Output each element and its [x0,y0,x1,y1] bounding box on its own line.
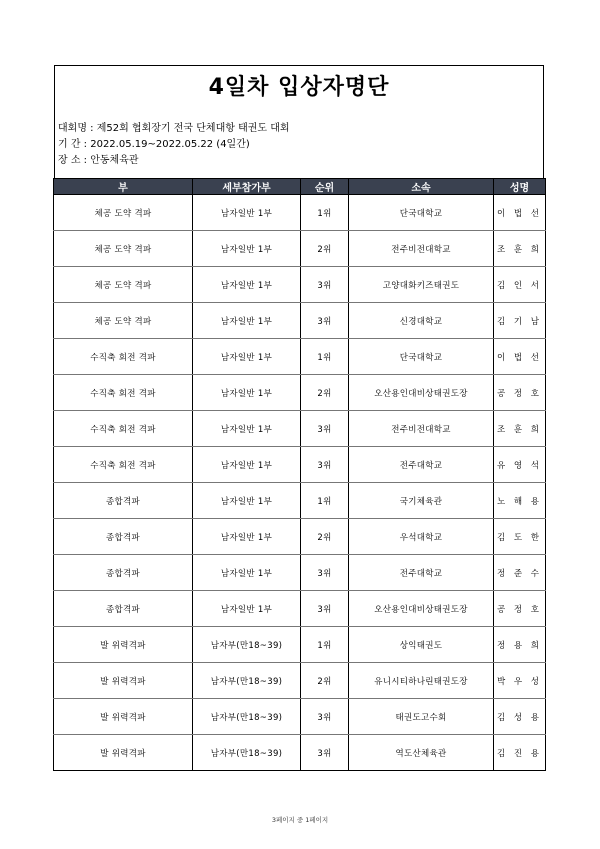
division-cell: 체공 도약 격파 [54,195,193,231]
category-cell: 남자일반 1부 [193,555,301,591]
affiliation-cell: 전주대학교 [349,555,494,591]
rank-cell: 1위 [301,627,349,663]
name-cell: 유 영 석 [494,447,546,483]
category-cell: 남자일반 1부 [193,483,301,519]
name-cell: 노 해 용 [494,483,546,519]
category-cell: 남자일반 1부 [193,447,301,483]
affiliation-cell: 유니시티하나린태권도장 [349,663,494,699]
rank-cell: 3위 [301,411,349,447]
affiliation-cell: 오산용인대비상태권도장 [349,375,494,411]
event-name: 대회명 : 제52회 협회장기 전국 단체대항 태권도 대회 [58,123,290,134]
category-cell: 남자일반 1부 [193,195,301,231]
header-division: 부 [54,179,193,195]
affiliation-cell: 전주비전대학교 [349,411,494,447]
division-cell: 종합격파 [54,555,193,591]
rank-cell: 3위 [301,555,349,591]
rank-cell: 1위 [301,483,349,519]
rank-cell: 1위 [301,195,349,231]
name-cell: 이 법 선 [494,339,546,375]
affiliation-cell: 전주대학교 [349,447,494,483]
division-cell: 체공 도약 격파 [54,267,193,303]
division-cell: 수직축 회전 격파 [54,447,193,483]
name-cell: 김 도 한 [494,519,546,555]
category-cell: 남자일반 1부 [193,591,301,627]
header-category: 세부참가부 [193,179,301,195]
division-cell: 종합격파 [54,519,193,555]
affiliation-cell: 태권도고수회 [349,699,494,735]
rank-cell: 2위 [301,663,349,699]
event-period: 기 간 : 2022.05.19~2022.05.22 (4일간) [58,139,250,150]
rank-cell: 3위 [301,735,349,771]
rank-cell: 2위 [301,519,349,555]
division-cell: 발 위력격파 [54,699,193,735]
table-row [54,555,546,591]
rank-cell: 3위 [301,699,349,735]
table-row [54,447,546,483]
name-cell: 정 용 희 [494,627,546,663]
affiliation-cell: 우석대학교 [349,519,494,555]
results-sheet [54,65,544,771]
table-header-row [54,179,546,195]
division-cell: 발 위력격파 [54,735,193,771]
division-cell: 발 위력격파 [54,627,193,663]
winners-table [53,178,546,771]
name-cell: 김 진 용 [494,735,546,771]
division-cell: 체공 도약 격파 [54,231,193,267]
table-row [54,339,546,375]
category-cell: 남자일반 1부 [193,303,301,339]
category-cell: 남자부(만18~39) [193,735,301,771]
affiliation-cell: 단국대학교 [349,195,494,231]
category-cell: 남자일반 1부 [193,339,301,375]
category-cell: 남자부(만18~39) [193,663,301,699]
name-cell: 정 준 수 [494,555,546,591]
rank-cell: 3위 [301,303,349,339]
name-cell: 박 우 성 [494,663,546,699]
division-cell: 체공 도약 격파 [54,303,193,339]
header-box [54,65,544,178]
table-row [54,375,546,411]
table-body [54,195,546,771]
rank-cell: 1위 [301,339,349,375]
rank-cell: 3위 [301,591,349,627]
affiliation-cell: 상익태권도 [349,627,494,663]
name-cell: 공 정 호 [494,375,546,411]
category-cell: 남자부(만18~39) [193,627,301,663]
category-cell: 남자일반 1부 [193,267,301,303]
division-cell: 수직축 회전 격파 [54,339,193,375]
category-cell: 남자일반 1부 [193,375,301,411]
affiliation-cell: 국기체육관 [349,483,494,519]
division-cell: 종합격파 [54,483,193,519]
table-row [54,663,546,699]
rank-cell: 2위 [301,231,349,267]
division-cell: 종합격파 [54,591,193,627]
table-row [54,519,546,555]
rank-cell: 3위 [301,447,349,483]
table-row [54,411,546,447]
header-name: 성명 [494,179,546,195]
category-cell: 남자일반 1부 [193,231,301,267]
table-row [54,735,546,771]
affiliation-cell: 고양대화키즈태권도 [349,267,494,303]
affiliation-cell: 전주비전대학교 [349,231,494,267]
category-cell: 남자일반 1부 [193,519,301,555]
name-cell: 김 인 서 [494,267,546,303]
category-cell: 남자부(만18~39) [193,699,301,735]
header-rank: 순위 [301,179,349,195]
page-footer: 3페이지 중 1페이지 [271,816,329,824]
table-row [54,303,546,339]
affiliation-cell: 오산용인대비상태권도장 [349,591,494,627]
table-row [54,627,546,663]
name-cell: 이 법 선 [494,195,546,231]
header-affiliation: 소속 [349,179,494,195]
table-row [54,195,546,231]
table-row [54,231,546,267]
table-row [54,483,546,519]
category-cell: 남자일반 1부 [193,411,301,447]
name-cell: 조 훈 희 [494,231,546,267]
rank-cell: 3위 [301,267,349,303]
table-row [54,267,546,303]
division-cell: 수직축 회전 격파 [54,375,193,411]
affiliation-cell: 신경대학교 [349,303,494,339]
division-cell: 발 위력격파 [54,663,193,699]
name-cell: 김 기 남 [494,303,546,339]
name-cell: 김 성 용 [494,699,546,735]
name-cell: 조 훈 희 [494,411,546,447]
page-title: 4일차 입상자명단 [208,75,390,100]
affiliation-cell: 역도산체육관 [349,735,494,771]
table-row [54,591,546,627]
table-row [54,699,546,735]
name-cell: 공 정 호 [494,591,546,627]
event-venue: 장 소 : 안동체육관 [58,155,139,166]
rank-cell: 2위 [301,375,349,411]
affiliation-cell: 단국대학교 [349,339,494,375]
division-cell: 수직축 회전 격파 [54,411,193,447]
